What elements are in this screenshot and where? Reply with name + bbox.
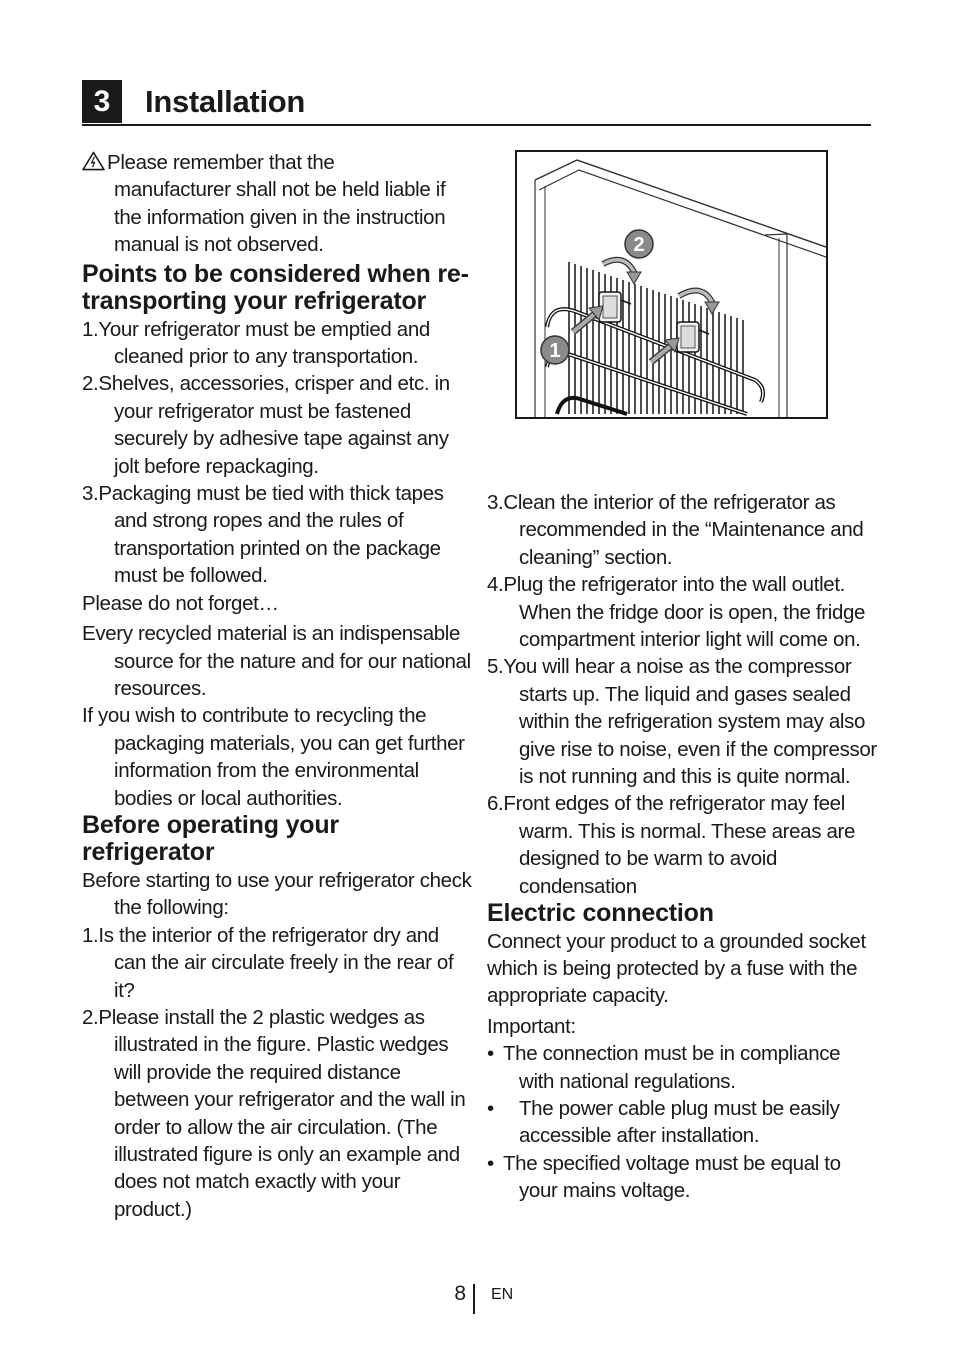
svg-text:1: 1 bbox=[549, 340, 561, 362]
right-column bbox=[487, 489, 877, 1205]
heading-before-operating: Before operating your refrigerator bbox=[82, 810, 339, 867]
page-number: 8 bbox=[454, 1282, 466, 1305]
bullet-dot: • bbox=[487, 1097, 494, 1121]
rotate-arrow-icon bbox=[603, 260, 641, 284]
footer-divider bbox=[473, 1284, 475, 1314]
bullet-item bbox=[487, 1040, 877, 1095]
warning-note bbox=[82, 149, 472, 259]
section-header bbox=[82, 80, 871, 126]
left-column bbox=[82, 149, 472, 1223]
electric-text: Connect your product to a grounded socket which is being protected by a fuse with the appropriate capacity. bbox=[487, 929, 866, 1008]
refrigerator-rear-drawing bbox=[517, 152, 826, 417]
heading-electric-connection: Electric connection bbox=[487, 899, 714, 928]
step-badge-1 bbox=[541, 336, 569, 364]
condenser-fins bbox=[569, 262, 743, 414]
transport-item-2: 2.Shelves, accessories, crisper and etc. in your refrigerator must be fastened securely by adhesive tape against any jolt before repackaging. bbox=[82, 372, 450, 478]
warning-text-lead: Please remember that the bbox=[107, 151, 335, 174]
heading-transport: Points to be considered when re-transporting your refrigerator bbox=[82, 259, 469, 316]
bullet-dot: • bbox=[487, 1042, 494, 1066]
step-badge-2 bbox=[625, 230, 653, 258]
important-label: Important: bbox=[487, 1014, 576, 1038]
before-intro: Before starting to use your refrigerator check the following: bbox=[82, 868, 472, 920]
transport-item-1: 1.Your refrigerator must be emptied and cleaned prior to any transportation. bbox=[82, 317, 430, 369]
before-item-1: 1.Is the interior of the refrigerator dry and can the air circulate freely in the rear of it? bbox=[82, 923, 454, 1002]
bullet-item bbox=[487, 1150, 877, 1205]
section-number: 3 bbox=[82, 80, 122, 123]
section-title: Installation bbox=[145, 84, 306, 119]
language-code: EN bbox=[491, 1286, 514, 1303]
recycle-paragraph-1: Every recycled material is an indispensable source for the nature and for our national resources. bbox=[82, 622, 471, 700]
warning-text-rest: manufacturer shall not be held liable if the information given in the instruction manual is not observed. bbox=[114, 178, 446, 257]
before-item-6: 6.Front edges of the refrigerator may feel warm. This is normal. These areas are designed to be warm to avoid condensation bbox=[487, 792, 856, 898]
bullet-item bbox=[487, 1095, 877, 1150]
before-item-4: 4.Plug the refrigerator into the wall outlet. When the fridge door is open, the fridge compartment interior light will come on. bbox=[487, 573, 866, 652]
bullet-dot: • bbox=[487, 1151, 494, 1175]
bullet-text: The power cable plug must be easily accessible after installation. bbox=[519, 1097, 840, 1148]
recycle-paragraph-2: If you wish to contribute to recycling the packaging materials, you can get further information from the environmental bodies or local authorities. bbox=[82, 704, 465, 810]
wedge-illustration bbox=[515, 150, 828, 419]
bullet-text: The connection must be in compliance with national regulations. bbox=[503, 1042, 841, 1093]
rotate-arrow-icon bbox=[679, 291, 719, 314]
before-item-2: 2.Please install the 2 plastic wedges as illustrated in the figure. Plastic wedges will provide the required distance between your refrigerator and the wall in order to allow the air circulation. (The illustrated figure is only an example and does not match exactly with your product.) bbox=[82, 1005, 466, 1221]
before-item-3: 3.Clean the interior of the refrigerator as recommended in the “Maintenance and cleaning” section. bbox=[487, 491, 864, 569]
forget-note: Please do not forget… bbox=[82, 591, 279, 615]
plastic-wedge bbox=[677, 322, 709, 352]
transport-item-3: 3.Packaging must be tied with thick tapes and strong ropes and the rules of transportation printed on the package must be followed. bbox=[82, 482, 444, 588]
svg-text:2: 2 bbox=[633, 234, 645, 256]
plastic-wedge bbox=[599, 292, 631, 322]
bullet-text: The specified voltage must be equal to your mains voltage. bbox=[503, 1151, 841, 1203]
before-item-5: 5.You will hear a noise as the compressor starts up. The liquid and gases sealed within the refrigeration system may also give rise to noise, even if the compressor is not running and this is quite normal. bbox=[487, 655, 877, 789]
warning-triangle-icon bbox=[82, 151, 105, 171]
